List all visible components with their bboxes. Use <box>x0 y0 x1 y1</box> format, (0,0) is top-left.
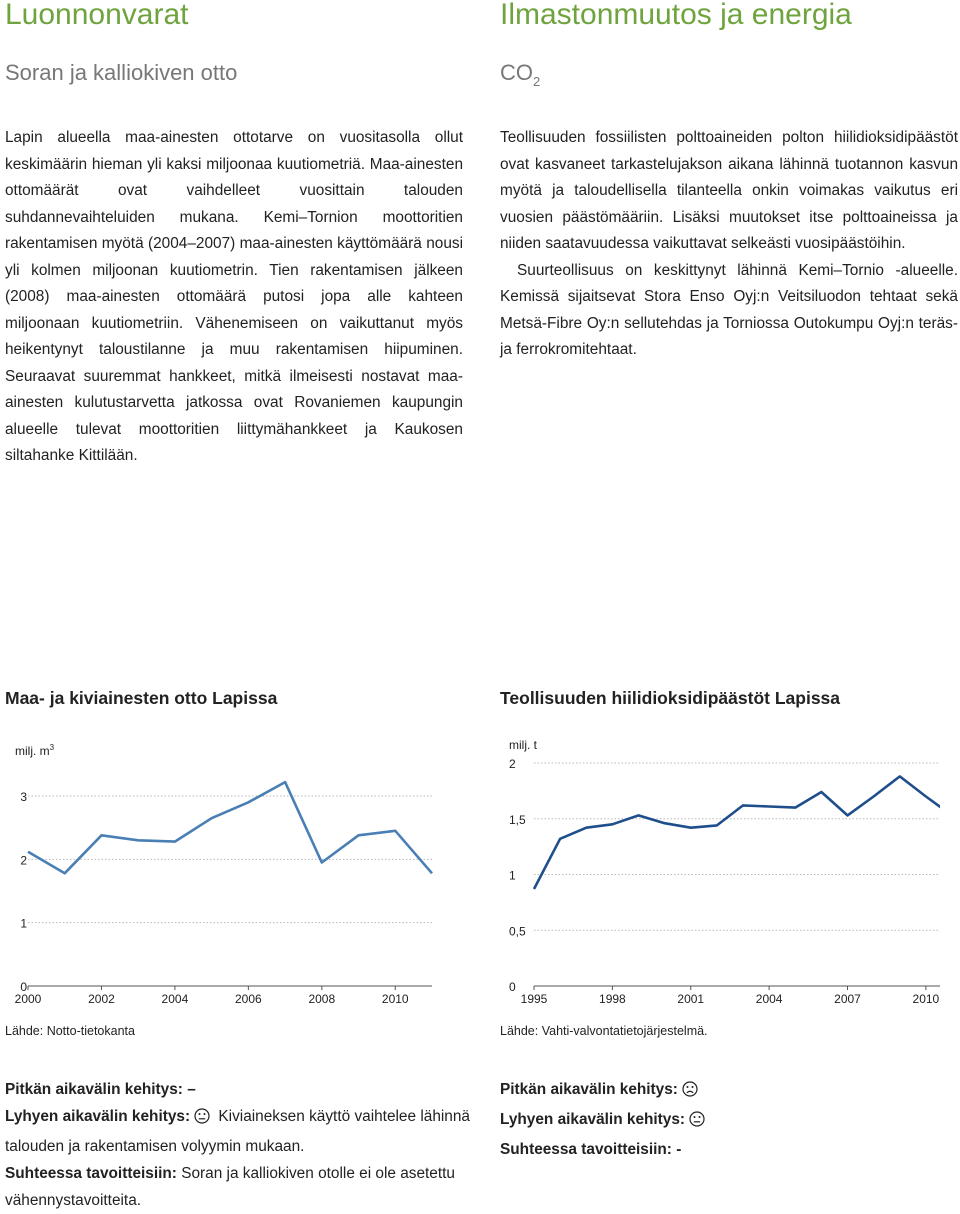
eval-long-label: Pitkän aikavälin kehitys: <box>5 1081 183 1098</box>
x-tick-label: 1995 <box>521 992 548 1006</box>
eval-target-text: Soran ja kalliokiven otolle ei ole asetettu vähennystavoitteita. <box>5 1165 455 1209</box>
paragraph-right-1: Teollisuuden fossiilisten polttoaineiden polton hiilidioksidipäästöt ovat kasvaneet tarkastelujakson aikana lähinnä tuotannon kasvun myötä ja taloudellisella tilanteella onkin voimakas vaikutus eri vuosien päästömääriin. Lisäksi muutokset itse polttoaineissa ja niiden saatavuudessa vaikuttavat selkeästi vuosipäästöihin. <box>500 125 958 258</box>
eval-target-row-right <box>500 1136 960 1163</box>
x-tick-label: 2004 <box>162 992 189 1006</box>
body-text-left <box>5 125 463 470</box>
y-tick-label: 1 <box>509 869 516 883</box>
chart-title-right: Teollisuuden hiilidioksidipäästöt Lapissa <box>500 688 840 709</box>
source-left: Lähde: Notto-tietokanta <box>5 1024 135 1038</box>
eval-short-label-right: Lyhyen aikavälin kehitys: <box>500 1111 685 1128</box>
source-right: Lähde: Vahti-valvontatietojärjestelmä. <box>500 1024 708 1038</box>
eval-short-text: Kiviaineksen käyttö vaihtelee lähinnä talouden ja rakentamisen volyymin mukaan. <box>5 1108 470 1155</box>
y-unit-sup: 3 <box>50 743 55 752</box>
eval-target-label: Suhteessa tavoitteisiin: <box>5 1165 177 1182</box>
x-tick-label: 2002 <box>88 992 115 1006</box>
x-tick-label: 2010 <box>382 992 409 1006</box>
section-title-ilmasto: Ilmastonmuutos ja energia <box>500 0 852 32</box>
neutral-face-icon <box>194 1106 210 1133</box>
x-tick-label: 2008 <box>308 992 335 1006</box>
x-tick-label: 2000 <box>15 992 42 1006</box>
sad-face-icon <box>682 1079 698 1106</box>
y-tick-label: 0,5 <box>509 924 526 938</box>
x-tick-label: 2007 <box>834 992 861 1006</box>
section-title-luonnonvarat: Luonnonvarat <box>5 0 189 32</box>
y-tick-label: 3 <box>20 790 27 804</box>
neutral-face-icon <box>689 1109 705 1136</box>
eval-long-label-right: Pitkän aikavälin kehitys: <box>500 1081 678 1098</box>
y-unit-label: milj. $m^3$ <box>15 743 55 758</box>
y-tick-label: 1,5 <box>509 813 526 827</box>
paragraph-left: Lapin alueella maa-ainesten ottotarve on vuositasolla ollut keskimäärin hieman yli kaksi miljoonaa kuutiometriä. Maa-ainesten ottomäärät ovat vaihdelleet vuosittain talouden suhdannevaihteluiden mukana. Kemi–Tornion moottoritien rakentamisen myötä (2004–2007) maa-ainesten käyttömäärä nousi yli kolmen miljoonan kuutiometrin. Tien rakentamisen jälkeen (2008) maa-ainesten ottomäärä putosi jopa alle kahteen miljoonaan kuutiometriin. Vähenemiseen on vaikuttanut myös heikentynyt taloustilanne ja muu rakentamisen hiipuminen. Seuraavat suuremmat hankkeet, mitkä ilmeisesti nostavat maa-ainesten kulutustarvetta jatkossa ovat Rovaniemen kaupungin alueelle tulevat moottoritien liittymähankkeet ja Kaukosen siltahanke Kittilään. <box>5 125 463 470</box>
chart-hiilidioksidi <box>500 730 940 1020</box>
y-tick-label: 0 <box>20 980 27 994</box>
y-tick-label: 1 <box>20 917 27 931</box>
eval-short-row-right <box>500 1106 960 1136</box>
subtitle-co2 <box>500 60 540 89</box>
subtitle-co2-main: CO <box>500 60 533 85</box>
x-tick-label: 2004 <box>756 992 783 1006</box>
evaluation-left <box>5 1076 470 1214</box>
evaluation-right <box>500 1076 960 1163</box>
body-text-right <box>500 125 958 364</box>
eval-short-label: Lyhyen aikavälin kehitys: <box>5 1108 190 1125</box>
series-line <box>534 776 940 889</box>
subtitle-soran: Soran ja kalliokiven otto <box>5 60 237 86</box>
paragraph-right-2: Suurteollisuus on keskittynyt lähinnä Kemi–Tornio -alueelle. Kemissä sijaitsevat Stora Enso Oyj:n Veitsiluodon tehtaat sekä Metsä-Fibre Oy:n sellutehdas ja Torniossa Outokumpu Oyj:n teräs- ja ferrokromitehtaat. <box>500 258 958 364</box>
y-tick-label: 2 <box>509 757 516 771</box>
y-tick-label: 2 <box>20 853 27 867</box>
chart-maa-ainekset <box>5 730 445 1020</box>
eval-target-label-right: Suhteessa tavoitteisiin: - <box>500 1141 681 1158</box>
eval-short-row <box>5 1103 470 1160</box>
x-tick-label: 2010 <box>913 992 940 1006</box>
x-tick-label: 2001 <box>677 992 704 1006</box>
eval-long-row-right <box>500 1076 960 1106</box>
y-tick-label: 0 <box>509 980 516 994</box>
chart-title-left: Maa- ja kiviainesten otto Lapissa <box>5 688 277 709</box>
eval-long-row <box>5 1076 470 1103</box>
x-tick-label: 2006 <box>235 992 262 1006</box>
x-tick-label: 1998 <box>599 992 626 1006</box>
eval-long-value: – <box>187 1081 196 1098</box>
subtitle-co2-sub: 2 <box>533 74 540 89</box>
y-unit-label: milj. t <box>509 738 538 752</box>
